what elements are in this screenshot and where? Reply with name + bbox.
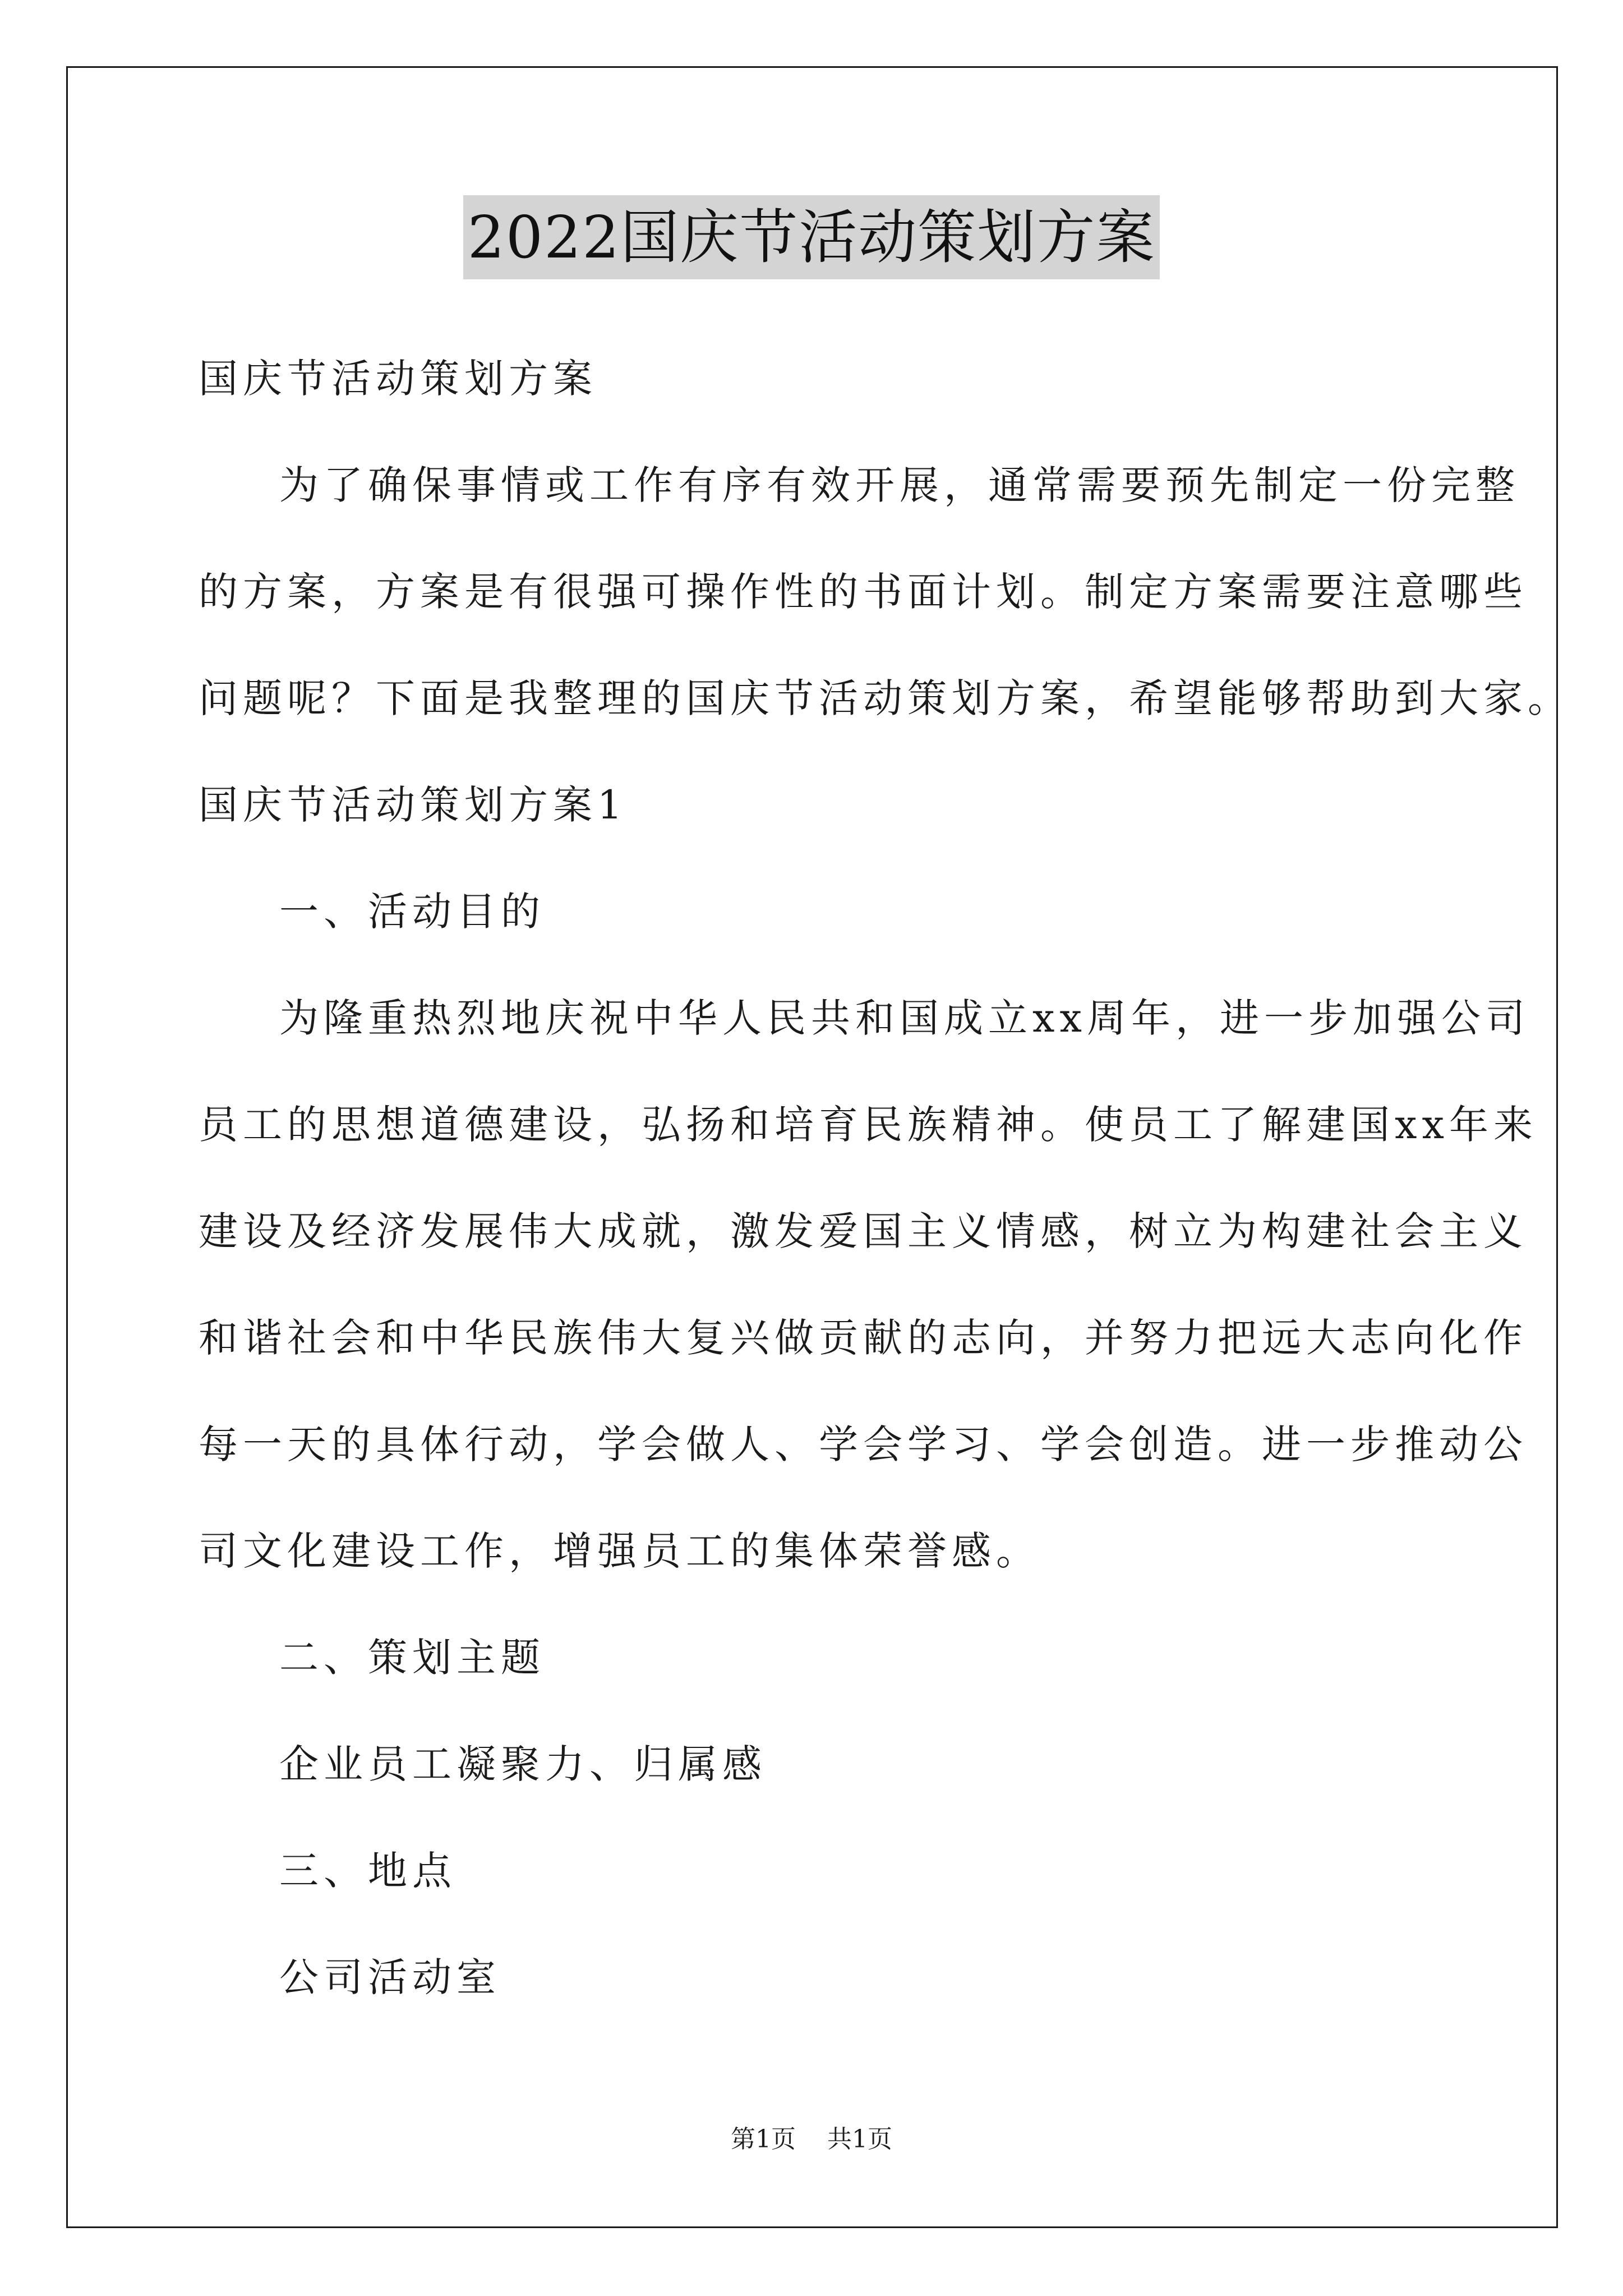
document-subtitle: 国庆节活动策划方案: [199, 356, 597, 402]
part1-line: 每一天的具体行动，学会做人、学会学习、学会创造。进一步推动公: [199, 1421, 1528, 1467]
intro-line: 为了确保事情或工作有序有效开展，通常需要预先制定一份完整: [279, 462, 1520, 508]
intro-line: 的方案，方案是有很强可操作性的书面计划。制定方案需要注意哪些: [199, 569, 1528, 615]
part3-content: 公司活动室: [279, 1954, 501, 2000]
page-total: 共1页: [827, 2125, 892, 2154]
page-number: 第1页: [731, 2125, 796, 2154]
part3-heading: 三、地点: [279, 1848, 457, 1894]
part2-content: 企业员工凝聚力、归属感: [279, 1741, 767, 1787]
part1-heading: 一、活动目的: [279, 889, 545, 935]
intro-line: 问题呢？下面是我整理的国庆节活动策划方案，希望能够帮助到大家。: [199, 675, 1572, 721]
section-title: 国庆节活动策划方案1: [199, 782, 628, 828]
part1-line: 员工的思想道德建设，弘扬和培育民族精神。使员工了解建国xx年来: [199, 1102, 1538, 1148]
part1-line: 司文化建设工作，增强员工的集体荣誉感。: [199, 1528, 1040, 1574]
title-container: [0, 195, 1623, 279]
part1-line: 建设及经济发展伟大成就，激发爱国主义情感，树立为构建社会主义: [199, 1208, 1528, 1254]
document-title: 2022国庆节活动策划方案: [463, 195, 1160, 279]
page-footer: [0, 2123, 1623, 2156]
part1-line: 为隆重热烈地庆祝中华人民共和国成立xx周年，进一步加强公司: [279, 995, 1530, 1041]
part2-heading: 二、策划主题: [279, 1635, 545, 1681]
part1-line: 和谐社会和中华民族伟大复兴做贡献的志向，并努力把远大志向化作: [199, 1315, 1528, 1361]
